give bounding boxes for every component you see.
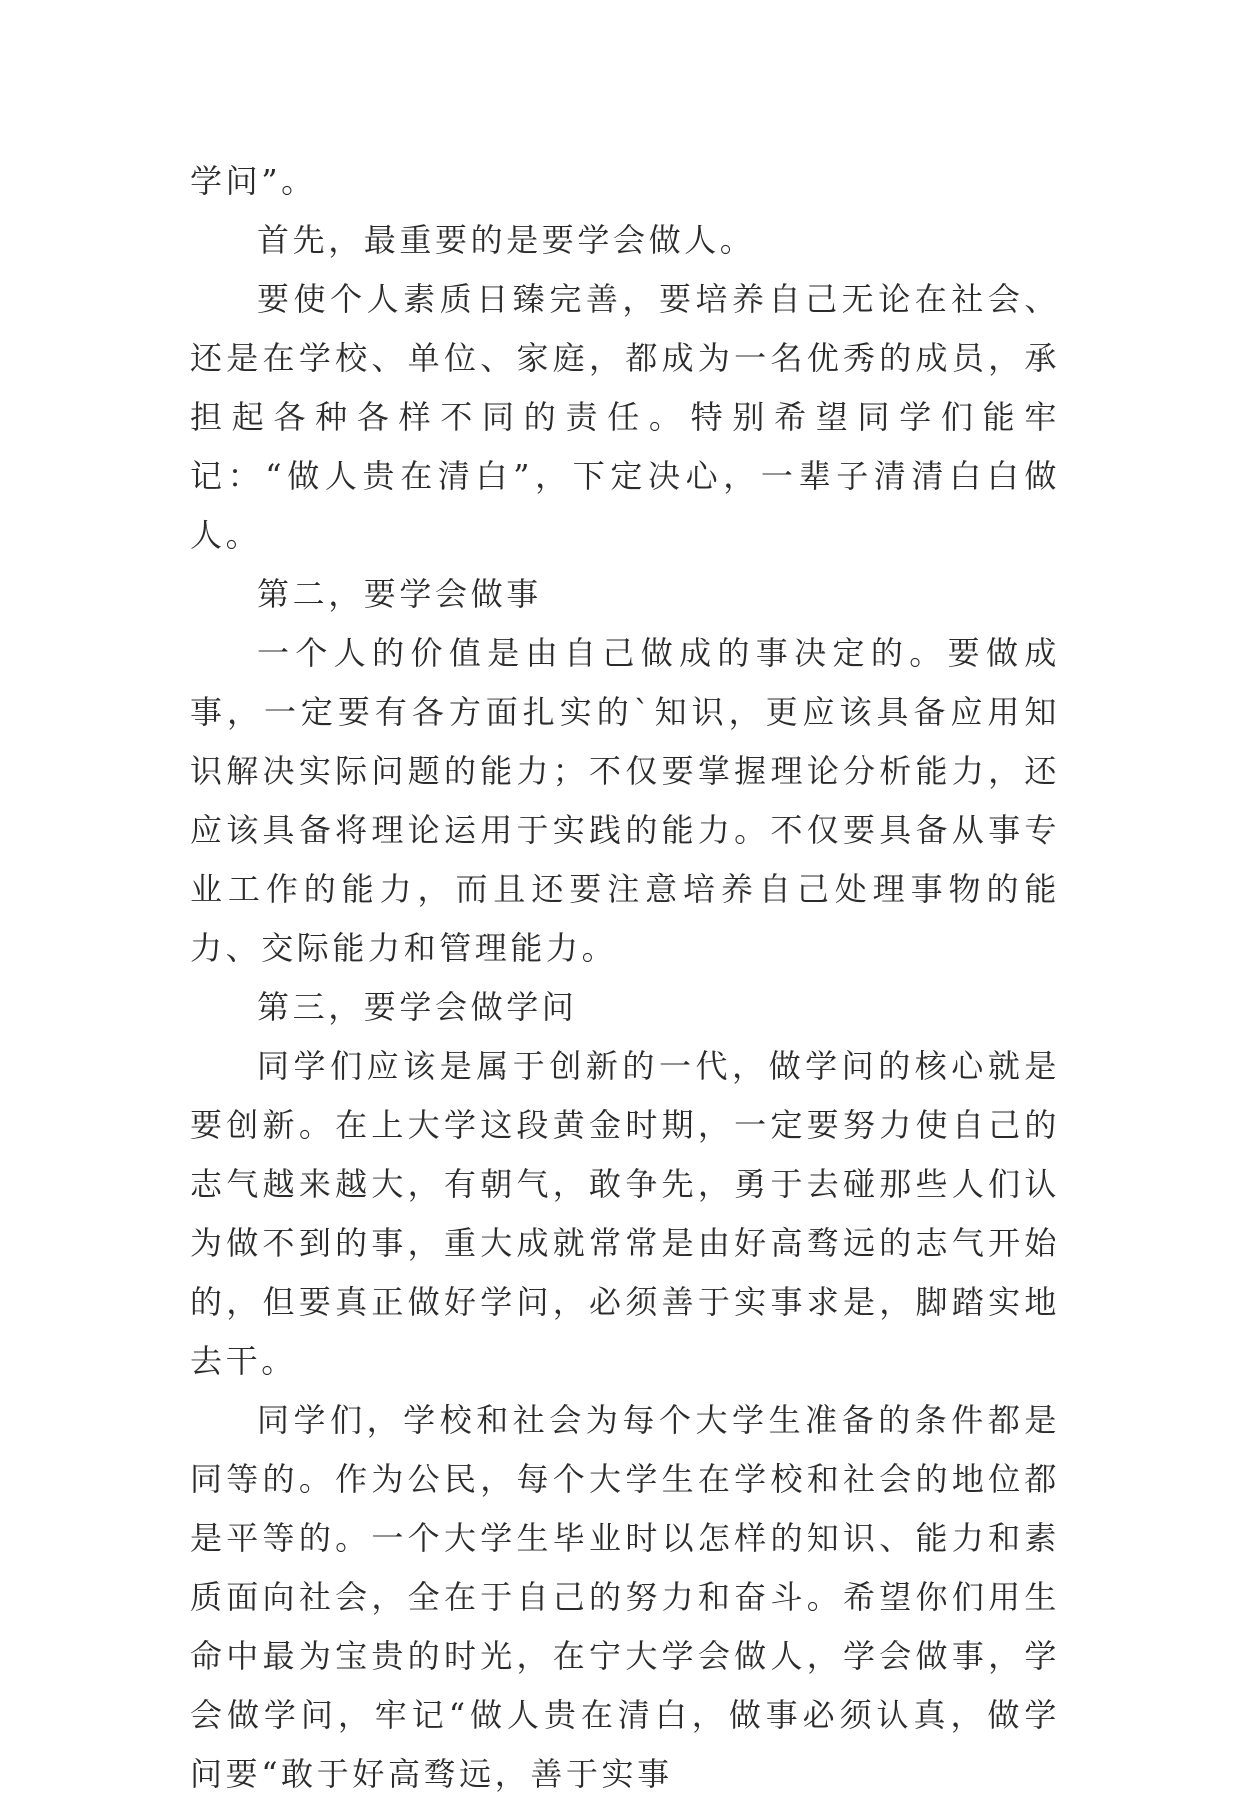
- paragraph-closing: 同学们，学校和社会为每个大学生准备的条件都是同等的。作为公民，每个大学生在学校和社会的地位都是平等的。一个大学生毕业时以怎样的知识、能力和素质面向社会，全在于自己的努力和奋斗。希望你们用生命中最为宝贵的时光，在宁大学会做人，学会做事，学会做学问，牢记“做人贵在清白，做事必须认真，做学问要“敢于好高骛远，善于实事: [190, 1401, 1060, 1793]
- paragraph-point-one-heading: 首先，最重要的是要学会做人。: [257, 221, 756, 259]
- paragraph-point-one-body: 要使个人素质日臻完善，要培养自己无论在社会、还是在学校、单位、家庭，都成为一名优秀的成员，承担起各种各样不同的责任。特别希望同学们能牢记：“做人贵在清白”，下定决心，一辈子清清白白做人。: [190, 280, 1060, 554]
- paragraph-continuation: 学问”。: [190, 162, 317, 200]
- paragraph-point-three-heading: 第三，要学会做学问: [257, 988, 578, 1026]
- document-body: [190, 152, 1060, 1804]
- paragraph-point-two-body: 一个人的价值是由自己做成的事决定的。要做成事，一定要有各方面扎实的`知识，更应该具备应用知识解决实际问题的能力；不仅要掌握理论分析能力，还应该具备将理论运用于实践的能力。不仅要具备从事专业工作的能力，而且还要注意培养自己处理事物的能力、交际能力和管理能力。: [190, 634, 1060, 967]
- paragraph-point-three-body: 同学们应该是属于创新的一代，做学问的核心就是要创新。在上大学这段黄金时期，一定要努力使自己的志气越来越大，有朝气，敢争先，勇于去碰那些人们认为做不到的事，重大成就常常是由好高骛远的志气开始的，但要真正做好学问，必须善于实事求是，脚踏实地去干。: [190, 1047, 1060, 1380]
- paragraph-point-two-heading: 第二，要学会做事: [257, 575, 542, 613]
